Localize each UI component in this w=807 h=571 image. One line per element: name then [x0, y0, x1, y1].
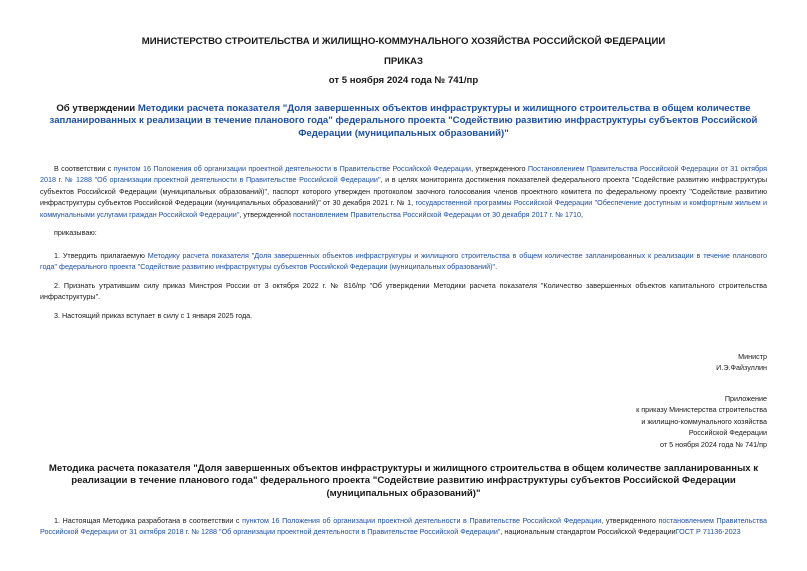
method-title: Методика расчета показателя "Доля завершенных объектов инфраструктуры и жилищного строительства в общем количестве запланированных к реализации в течение планового года" федерального проекта "Содействие развитию инфраструктуры субъектов Российской Федерации (муниципальных образований)" — [48, 463, 759, 499]
item1-text-1: 1. Утвердить прилагаемую — [54, 251, 148, 260]
doc-type-heading: ПРИКАЗ — [384, 56, 423, 67]
resolution-1288-link[interactable]: Постановлением Правительства Российской Федерации от 31 октября 2018 г. № 1288 "Об организации проектной деятельности в Правительстве Российской Федерации" — [40, 164, 767, 185]
preamble-text-2: , утвержденного — [471, 164, 528, 173]
order-title — [40, 103, 767, 140]
signature-name: И.Э.Файзуллин — [716, 363, 767, 373]
preamble-text-1: В соответствии с — [54, 164, 114, 173]
ministry-heading: МИНИСТЕРСТВО СТРОИТЕЛЬСТВА И ЖИЛИЩНО-КОММУНАЛЬНОГО ХОЗЯЙСТВА РОССИЙСКОЙ ФЕДЕРАЦИИ — [141, 36, 666, 47]
preamble-text-3: , и в целях мониторинга достижения показателей федерального проекта "Содействие развитию инфраструктуры субъектов Российской Федерации (муниципальных образований)", паспорт которого утвержден протоколом заочного голосования членов проектного комитета по федеральному проекту "Содействие развитию инфраструктуры субъектов Российской Федерации (муниципальных образований)" от 30 декабря 2021 г. № 1, — [40, 175, 767, 208]
gost-link[interactable]: ГОСТ Р 71136-2023 — [675, 527, 741, 537]
doc-date-number: от 5 ноября 2024 года № 741/пр — [328, 75, 479, 86]
signature-block — [716, 351, 767, 374]
order-item-3: 3. Настоящий приказ вступает в силу с 1 января 2025 года. — [54, 311, 253, 320]
preamble-text-4: , утвержденной — [239, 209, 293, 219]
order-item-2: 2. Признать утратившим силу приказ Минстроя России от 3 октября 2022 г. № 816/пр "Об утверждении Методики расчета показателя "Количество завершенных объектов капитального строительства инфраструктуры". — [40, 281, 767, 302]
method-p1-text-3: , национальным стандартом Российской Федерации — [500, 527, 676, 537]
appendix-line-1: Приложение — [724, 394, 767, 403]
item1-text-2: . — [495, 262, 498, 272]
method-regulation-link[interactable]: пунктом 16 Положения об организации проектной деятельности в Правительстве Российской Федерации — [242, 516, 602, 525]
order-title-prefix: Об утверждении — [56, 103, 138, 114]
state-program-link[interactable]: государственной программы Российской Федерации "Обеспечение доступным и комфортным жильем и коммунальными услугами граждан Российской Федерации" — [40, 198, 767, 219]
method-p1-text-1: 1. Настоящая Методика разработана в соответствии с — [54, 516, 243, 525]
order-item-1 — [40, 250, 767, 273]
regulation-link[interactable]: пунктом 16 Положения об организации проектной деятельности в Правительстве Российской Федерации — [113, 164, 472, 173]
preamble-paragraph — [40, 163, 767, 220]
appendix-line-5: от 5 ноября 2024 года № 741/пр — [660, 439, 767, 449]
appendix-line-2: к приказу Министерства строительства — [636, 405, 767, 415]
order-word: приказываю: — [54, 228, 97, 237]
resolution-1710-link[interactable]: постановлением Правительства Российской Федерации от 30 декабря 2017 г. № 1710 — [292, 209, 581, 219]
method-resolution-1288-link[interactable]: постановлением Правительства Российской Федерации от 31 октября 2018 г. № 1288 "Об организации проектной деятельности в Правительстве Российской Федерации" — [40, 516, 767, 537]
appendix-line-4: Российской Федерации — [688, 428, 767, 438]
method-link[interactable]: Методику расчета показателя "Доля завершенных объектов инфраструктуры и жилищного строительства в общем количестве запланированных к реализации в течение планового года" федерального проекта "Содействие развитию инфраструктуры субъектов Российской Федерации (муниципальных образований)" — [40, 251, 767, 272]
preamble-text-5: , — [581, 209, 583, 219]
appendix-line-3: и жилищно-коммунального хозяйства — [641, 416, 767, 426]
method-paragraph-1 — [40, 515, 767, 538]
method-title-link[interactable]: Методики расчета показателя "Доля завершенных объектов инфраструктуры и жилищного строительства в общем количестве запланированных к реализации в течение планового года" федерального проекта "Содействию развитию инфраструктуры субъектов Российской Федерации (муниципальных образований)" — [49, 103, 758, 139]
signature-position: Министр — [738, 352, 767, 361]
method-p1-text-2: , утвержденного — [601, 516, 659, 525]
appendix-block — [636, 393, 767, 450]
